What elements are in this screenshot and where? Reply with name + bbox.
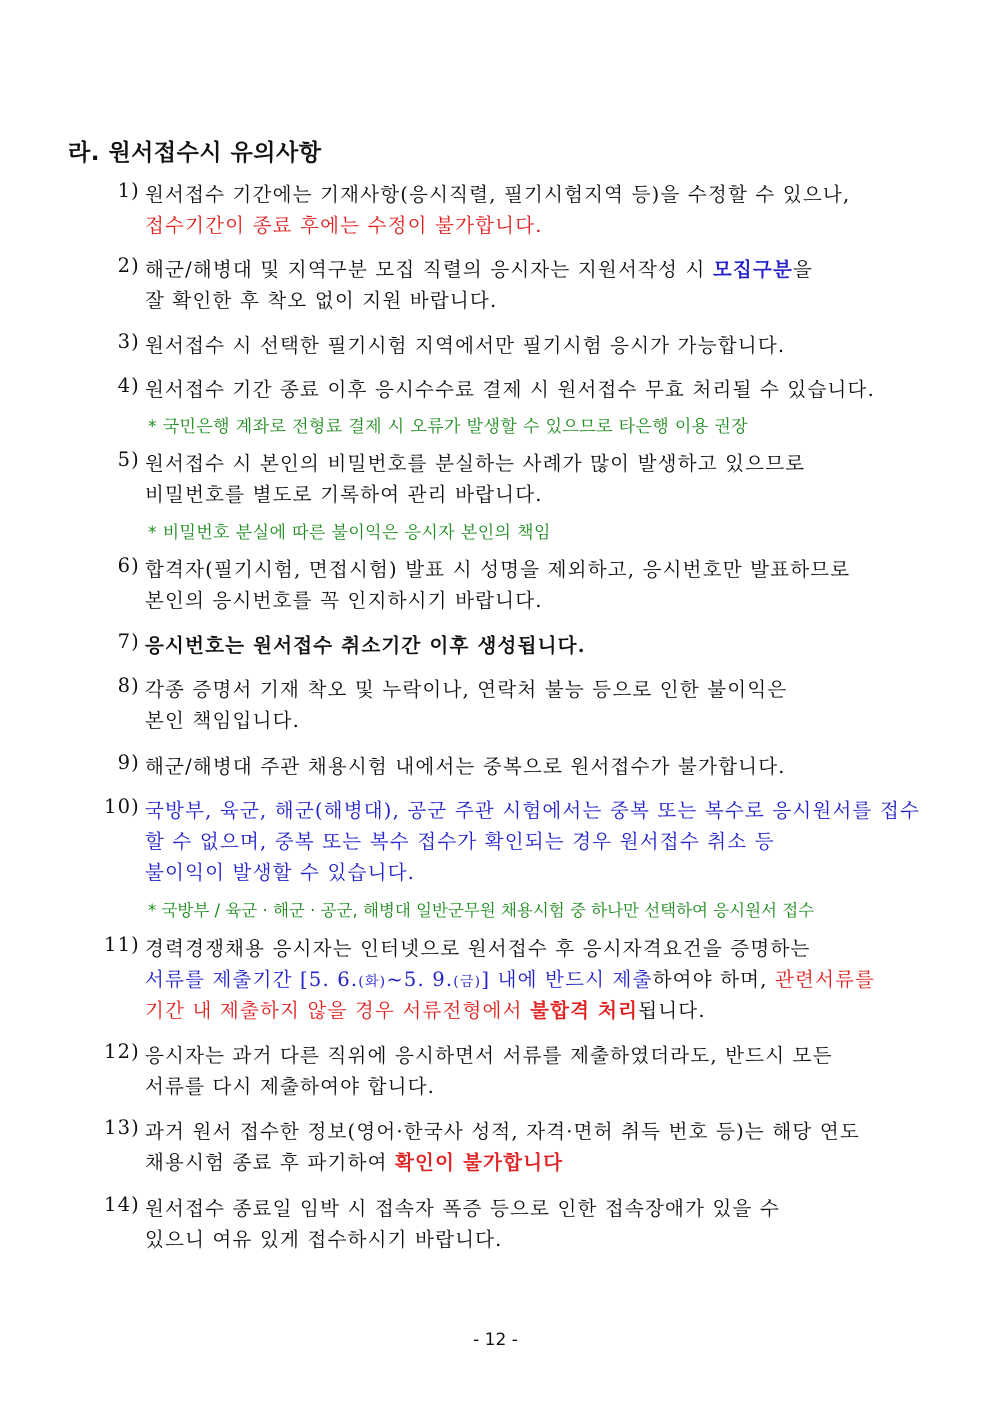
item-text: 본인의 응시번호를 꼭 인지하시기 바랍니다. [145, 589, 543, 612]
item-text: 과거 원서 접수한 정보(영어·한국사 성적, 자격·면허 취득 번호 등)는 해당 연도 [145, 1120, 860, 1143]
item-text-highlight: (금) [453, 974, 482, 990]
item-text-highlight: 국방부, 육군, 해군(해병대), 공군 주관 시험에서는 중복 또는 복수로 응시원서를 접수 [145, 799, 921, 822]
item-text-highlight: (화) [358, 974, 387, 990]
item-text: 을 [793, 258, 814, 281]
item-text-highlight: 서류를 제출기간 [5. 6. [145, 968, 359, 991]
item-number: 10) [103, 795, 140, 818]
item-number: 3) [117, 330, 140, 353]
section-title: 라. 원서접수시 유의사항 [68, 140, 322, 166]
item-text: 있으니 여유 있게 접수하시기 바랍니다. [145, 1228, 503, 1251]
item-number: 1) [117, 179, 140, 202]
item-text-warning: 관련서류를 [775, 968, 876, 991]
item-text: 경력경쟁채용 응시자는 인터넷으로 원서접수 후 응시자격요건을 증명하는 [145, 937, 811, 960]
item-number: 11) [103, 933, 140, 956]
item-text: 원서접수 기간 종료 이후 응시수수료 결제 시 원서접수 무효 처리될 수 있습니다. [145, 378, 875, 401]
item-text: 원서접수 시 선택한 필기시험 지역에서만 필기시험 응시가 가능합니다. [145, 334, 786, 357]
item-text: 됩니다. [638, 999, 706, 1022]
item-text: 비밀번호를 별도로 기록하여 관리 바랍니다. [145, 483, 543, 506]
item-text-warning: 접수기간이 종료 후에는 수정이 불가합니다. [145, 214, 543, 237]
item-number: 12) [103, 1040, 140, 1063]
item-text: 잘 확인한 후 착오 없이 지원 바랍니다. [145, 289, 498, 312]
item-text: 해군/해병대 및 지역구분 모집 직렬의 응시자는 지원서작성 시 [145, 258, 713, 281]
item-text: 원서접수 시 본인의 비밀번호를 분실하는 사례가 많이 발생하고 있으므로 [145, 452, 806, 475]
item-note: * 국민은행 계좌로 전형료 결제 시 오류가 발생할 수 있으므로 타은행 이용 권장 [148, 417, 749, 437]
item-text-highlight: ] 내에 반드시 제출 [481, 968, 653, 991]
item-number: 5) [117, 448, 140, 471]
item-text-warning: 기간 내 제출하지 않을 경우 서류전형에서 [145, 999, 531, 1022]
item-text-warning-bold: 불합격 처리 [530, 999, 639, 1022]
item-number: 13) [103, 1116, 140, 1139]
item-text: 하여야 하며, [652, 968, 776, 991]
item-text-highlight: 모집구분 [712, 258, 794, 281]
item-number: 2) [117, 254, 140, 277]
item-note: * 국방부 / 육군 · 해군 · 공군, 해병대 일반군무원 채용시험 중 하나만 선택하여 응시원서 접수 [148, 901, 815, 920]
item-text: 원서접수 기간에는 기재사항(응시직렬, 필기시험지역 등)을 수정할 수 있으나, [145, 183, 851, 206]
item-text-highlight: 불이익이 발생할 수 있습니다. [145, 861, 416, 884]
item-number: 8) [117, 674, 140, 697]
item-number: 7) [117, 630, 140, 653]
item-text-highlight: 할 수 없으며, 중복 또는 복수 접수가 확인되는 경우 원서접수 취소 등 [145, 830, 775, 853]
item-text: 본인 책임입니다. [145, 709, 301, 732]
item-number: 14) [103, 1193, 140, 1216]
item-text: 해군/해병대 주관 채용시험 내에서는 중복으로 원서접수가 불가합니다. [145, 755, 786, 778]
item-text: 서류를 다시 제출하여야 합니다. [145, 1075, 436, 1098]
item-text-highlight: ~5. 9. [386, 968, 454, 991]
item-text: 원서접수 종료일 임박 시 접속자 폭증 등으로 인한 접속장애가 있을 수 [145, 1197, 781, 1220]
item-text-warning-bold: 확인이 불가합니다 [395, 1151, 564, 1174]
item-number: 4) [117, 374, 140, 397]
item-note: * 비밀번호 분실에 따른 불이익은 응시자 본인의 책임 [148, 523, 551, 543]
item-text: 채용시험 종료 후 파기하여 [145, 1151, 396, 1174]
item-number: 9) [117, 751, 140, 774]
item-text: 각종 증명서 기재 착오 및 누락이나, 연락처 불능 등으로 인한 불이익은 [145, 678, 788, 701]
item-text-bold: 응시번호는 원서접수 취소기간 이후 생성됩니다. [145, 634, 586, 657]
item-number: 6) [117, 554, 140, 577]
page-number: - 12 - [473, 1330, 518, 1350]
item-text: 응시자는 과거 다른 직위에 응시하면서 서류를 제출하였더라도, 반드시 모든 [145, 1044, 833, 1067]
item-text: 합격자(필기시험, 면접시험) 발표 시 성명을 제외하고, 응시번호만 발표하므로 [145, 558, 851, 581]
